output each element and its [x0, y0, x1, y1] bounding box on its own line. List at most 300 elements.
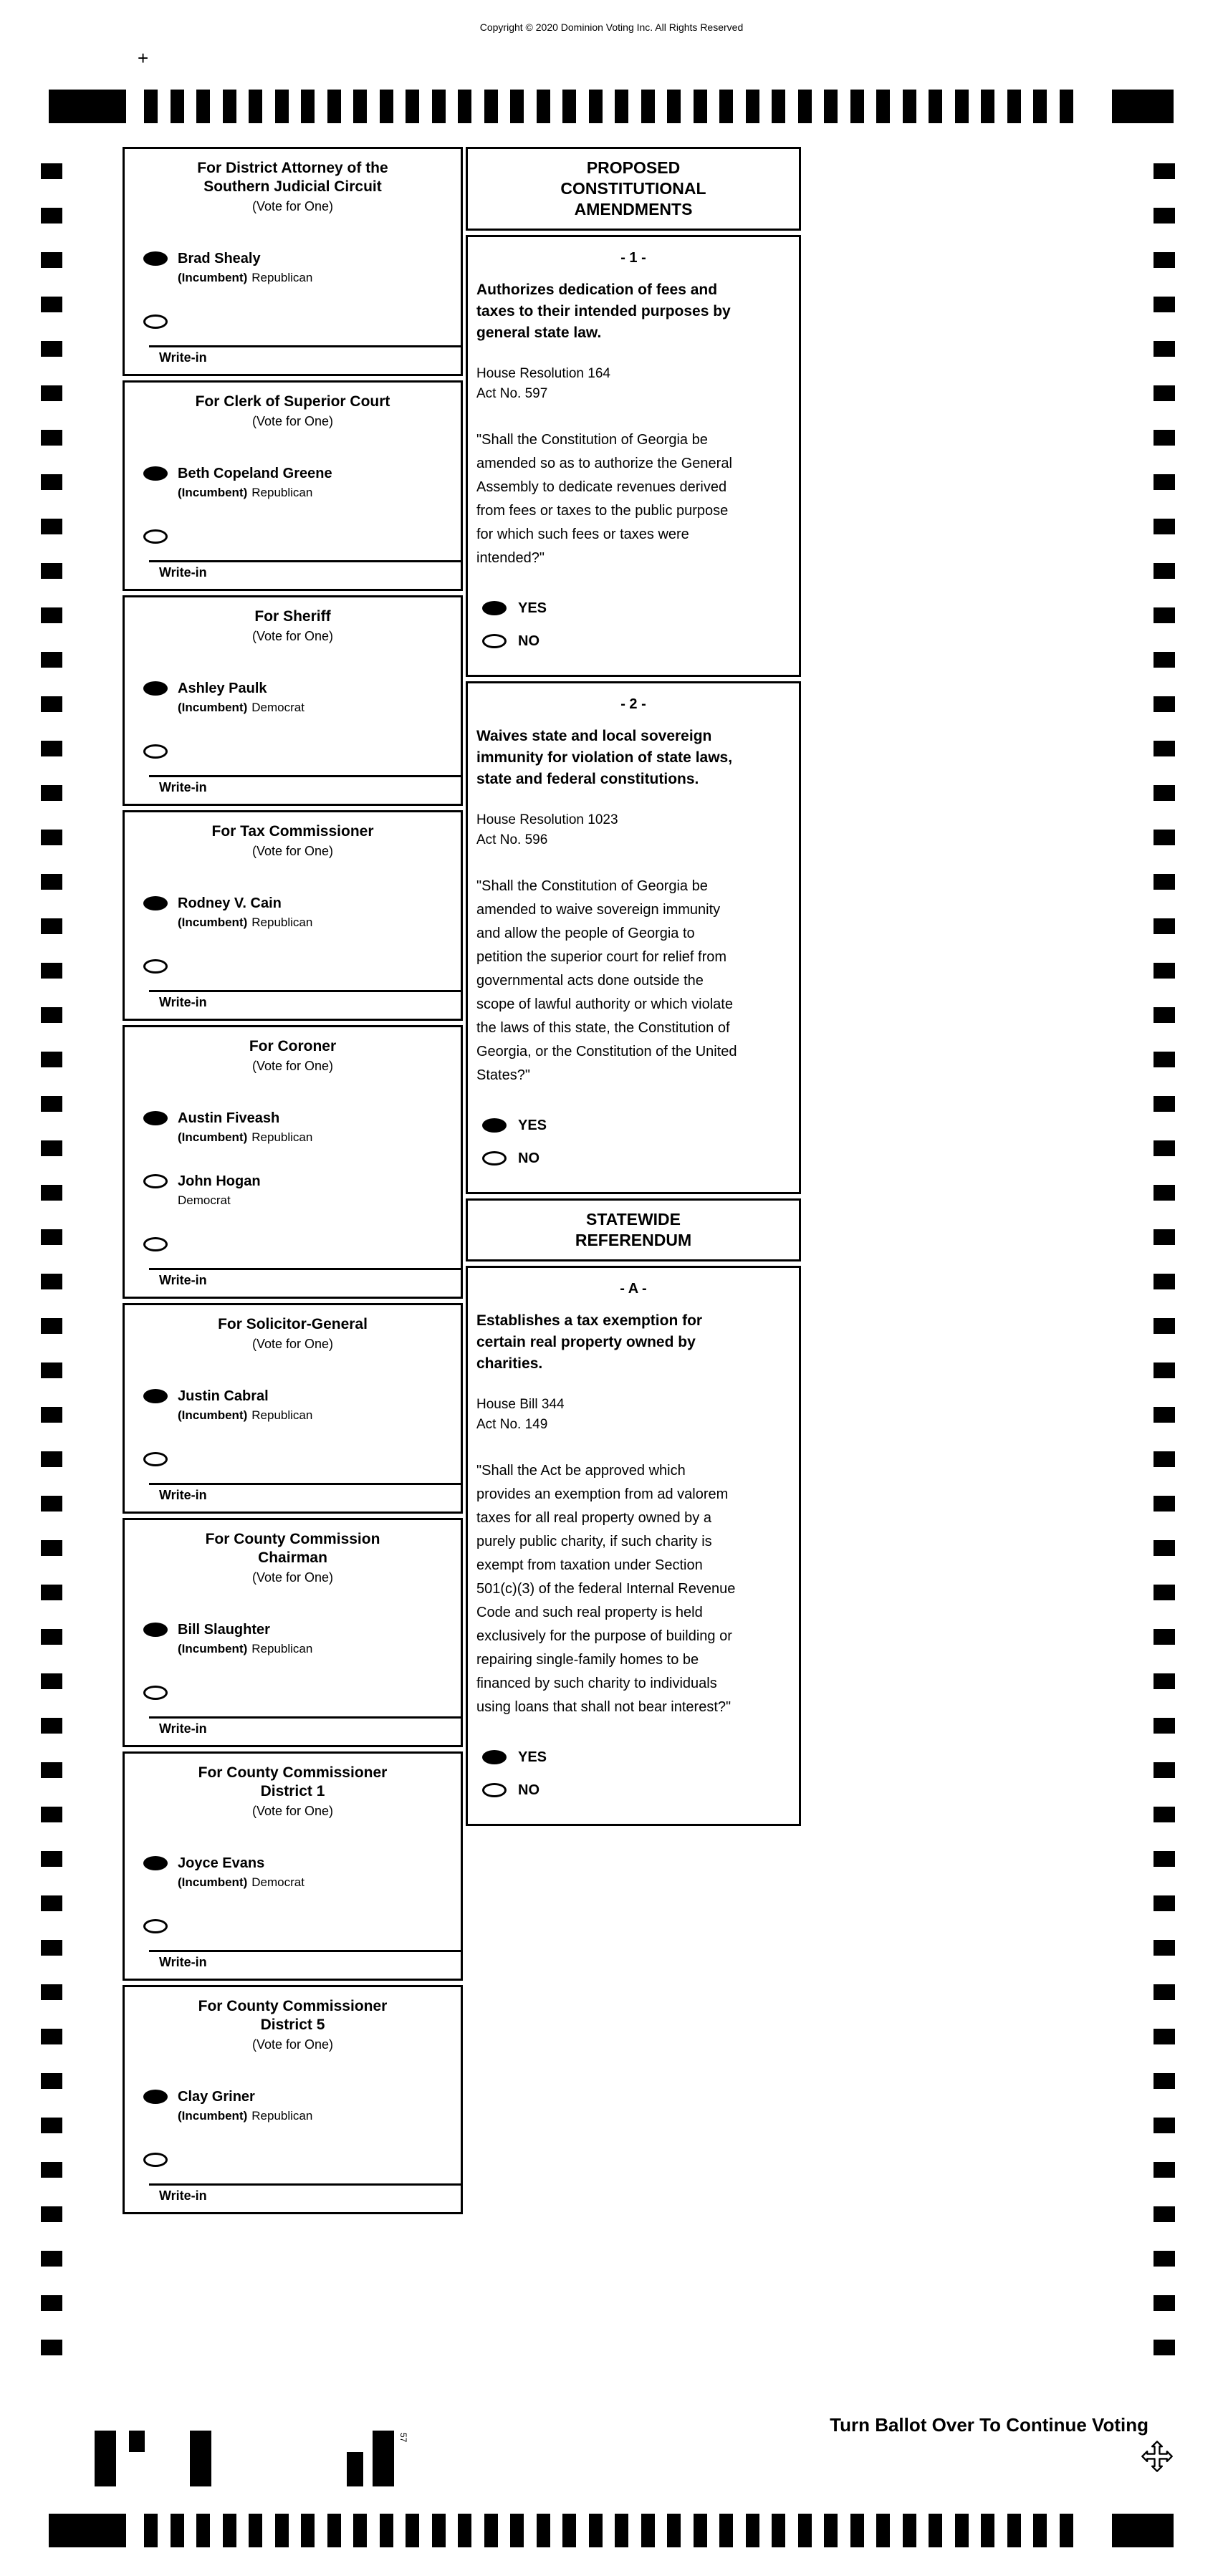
contest-title: [125, 1315, 461, 1334]
contest-box: [123, 1985, 463, 2214]
timing-mark: [1154, 519, 1175, 534]
party-label: Democrat: [251, 701, 304, 714]
vote-bubble[interactable]: [143, 744, 168, 759]
timing-mark: [41, 163, 62, 179]
candidate-detail: [125, 1408, 461, 1423]
contest-title-line: For Solicitor-General: [218, 1316, 368, 1332]
timing-mark: [41, 785, 62, 801]
timing-mark: [41, 1363, 62, 1378]
incumbent-label: (Incumbent): [178, 486, 248, 499]
timing-mark: [1154, 1274, 1175, 1289]
registration-mark: +: [138, 47, 149, 69]
contest-options: [125, 1385, 461, 1470]
timing-mark: [1154, 1451, 1175, 1467]
header-line: REFERENDUM: [575, 1231, 692, 1249]
timing-mark: [373, 2431, 394, 2486]
write-in-bubble-row: [125, 741, 461, 762]
candidate-name: Joyce Evans: [178, 1855, 265, 1871]
candidate-detail: [125, 915, 461, 930]
timing-mark: [589, 90, 603, 123]
measure-question-line: amended to waive sovereign immunity: [476, 902, 721, 918]
vote-bubble[interactable]: [482, 1151, 507, 1166]
incumbent-label: (Incumbent): [178, 701, 248, 714]
vote-bubble[interactable]: [143, 1919, 168, 1933]
measures-header: [466, 1198, 801, 1261]
timing-mark: [41, 1585, 62, 1600]
measure-summary-line: state and federal constitutions.: [476, 771, 699, 787]
measure-choice-row: [482, 1779, 790, 1801]
vote-bubble-filled[interactable]: [143, 466, 168, 481]
write-in-bubble-row: [125, 1916, 461, 1937]
timing-mark: [719, 90, 733, 123]
timing-mark: [327, 90, 341, 123]
contest-title-line: For District Attorney of the: [197, 160, 388, 176]
vote-bubble[interactable]: [143, 2153, 168, 2167]
timing-mark: [129, 2431, 145, 2452]
measure-question-line: scope of lawful authority or which violate: [476, 996, 733, 1012]
timing-mark: [41, 563, 62, 579]
timing-mark: [41, 607, 62, 623]
candidate-detail: [125, 1875, 461, 1890]
timing-mark: [746, 90, 759, 123]
timing-mark: [824, 90, 838, 123]
timing-mark: [41, 1807, 62, 1822]
candidate-option: [125, 1171, 461, 1208]
contest-title-line: For County Commissioner: [198, 1998, 388, 2014]
timing-mark: [1154, 963, 1175, 979]
header-line: PROPOSED: [586, 158, 681, 177]
copyright-notice: Copyright © 2020 Dominion Voting Inc. All Rights Reserved: [479, 21, 744, 33]
contest-title-line: District 1: [260, 1783, 325, 1799]
vote-bubble-filled[interactable]: [143, 1389, 168, 1403]
measure-question-line: Georgia, or the Constitution of the United: [476, 1044, 737, 1059]
timing-mark: [1007, 2514, 1021, 2547]
timing-mark: [694, 90, 707, 123]
timing-mark: [353, 90, 367, 123]
timing-mark: [798, 90, 812, 123]
write-in-option: [125, 1916, 461, 1937]
candidate-detail: [125, 1193, 461, 1208]
contest-options: [125, 2086, 461, 2171]
timing-mark: [903, 2514, 916, 2547]
contest-options: [125, 1107, 461, 1255]
contest-title: [125, 1764, 461, 1801]
timing-mark: [1112, 2514, 1174, 2547]
write-in-bubble-row: [125, 1234, 461, 1255]
timing-mark: [380, 90, 393, 123]
timing-mark: [41, 918, 62, 934]
timing-mark: [41, 519, 62, 534]
write-in-area: [149, 560, 461, 582]
timing-mark: [1154, 830, 1175, 845]
timing-mark: [301, 2514, 315, 2547]
four-way-arrow-icon: [1141, 2440, 1174, 2473]
timing-mark: [719, 2514, 733, 2547]
timing-mark: [406, 2514, 419, 2547]
write-in-label: Write-in: [159, 565, 207, 580]
vote-bubble-filled[interactable]: [482, 1750, 507, 1764]
vote-bubble[interactable]: [143, 1686, 168, 1700]
measure-question-line: States?": [476, 1067, 530, 1083]
candidate-detail: [125, 2108, 461, 2123]
timing-mark: [41, 1851, 62, 1867]
vote-bubble[interactable]: [143, 1174, 168, 1188]
write-in-option: [125, 956, 461, 977]
vote-instruction: (Vote for One): [251, 1804, 334, 1818]
candidate-row: [125, 1171, 461, 1192]
contest-title-line: Southern Judicial Circuit: [203, 178, 382, 195]
timing-mark: [955, 90, 969, 123]
vote-instruction: (Vote for One): [251, 1570, 334, 1585]
candidate-row: [125, 1619, 461, 1640]
timing-mark: [1154, 2162, 1175, 2178]
timing-mark: [41, 2295, 62, 2311]
write-in-label: Write-in: [159, 2188, 207, 2203]
party-label: Democrat: [251, 1875, 304, 1889]
contest-box: [123, 1751, 463, 1981]
timing-mark: [1154, 1496, 1175, 1512]
timing-mark: [1154, 474, 1175, 490]
vote-bubble-filled[interactable]: [143, 1111, 168, 1125]
timing-mark: [746, 2514, 759, 2547]
contest-options: [125, 1619, 461, 1703]
timing-mark: [41, 1140, 62, 1156]
measure-number: - 2 -: [620, 696, 646, 712]
timing-mark: [190, 2431, 211, 2486]
candidate-row: [125, 678, 461, 699]
write-in-bubble-row: [125, 526, 461, 547]
timing-mark: [41, 341, 62, 357]
timing-mark: [1154, 2029, 1175, 2044]
candidate-name: Austin Fiveash: [178, 1110, 280, 1126]
contest-column: [123, 147, 463, 2219]
timing-mark: [380, 2514, 393, 2547]
timing-mark: [347, 2452, 363, 2486]
measure-box: [466, 1266, 801, 1826]
measure-question-line: taxes for all real property owned by a: [476, 1510, 711, 1526]
measure-question-line: 501(c)(3) of the federal Internal Revenue: [476, 1581, 736, 1597]
measure-question-line: and allow the people of Georgia to: [476, 926, 695, 941]
contest-title-line: For County Commissioner: [198, 1764, 388, 1781]
write-in-option: [125, 526, 461, 547]
contest-box: [123, 810, 463, 1021]
timing-mark: [1154, 2073, 1175, 2089]
write-in-bubble-row: [125, 1682, 461, 1703]
timing-mark: [49, 2514, 126, 2547]
measure-summary-line: immunity for violation of state laws,: [476, 749, 733, 766]
write-in-label: Write-in: [159, 780, 207, 794]
timing-mark: [1060, 2514, 1073, 2547]
timing-mark: [1154, 607, 1175, 623]
vote-bubble[interactable]: [143, 1452, 168, 1466]
timing-mark: [1154, 252, 1175, 268]
contest-title-line: For Sheriff: [254, 608, 331, 625]
measures-header: [466, 147, 801, 231]
timing-mark: [301, 90, 315, 123]
timing-mark: [641, 2514, 655, 2547]
contest-title-line: District 5: [260, 2017, 325, 2033]
timing-mark: [1154, 741, 1175, 756]
timing-mark: [1154, 1940, 1175, 1956]
measure-question-line: "Shall the Act be approved which: [476, 1463, 686, 1479]
timing-mark: [1154, 696, 1175, 712]
timing-mark: [1154, 1007, 1175, 1023]
timing-mark: [49, 90, 126, 123]
timing-mark: [41, 1229, 62, 1245]
timing-mark: [1154, 208, 1175, 224]
timing-mark: [41, 2340, 62, 2355]
timing-mark: [41, 297, 62, 312]
candidate-option: [125, 1852, 461, 1890]
timing-mark: [1154, 385, 1175, 401]
measure-summary-line: taxes to their intended purposes by: [476, 303, 731, 319]
timing-mark: [1154, 341, 1175, 357]
write-in-label: Write-in: [159, 350, 207, 365]
timing-mark: [667, 90, 681, 123]
timing-mark: [41, 1762, 62, 1778]
turn-ballot-over-text: Turn Ballot Over To Continue Voting: [830, 2414, 1148, 2436]
candidate-name: Clay Griner: [178, 2088, 255, 2105]
timing-mark: [1154, 1363, 1175, 1378]
party-label: Republican: [251, 271, 313, 284]
write-in-label: Write-in: [159, 1273, 207, 1287]
vote-bubble-filled[interactable]: [482, 601, 507, 615]
write-in-option: [125, 1448, 461, 1470]
candidate-detail: [125, 485, 461, 500]
vote-bubble[interactable]: [143, 959, 168, 974]
timing-mark: [41, 1629, 62, 1645]
measure-choice-row: [482, 597, 790, 619]
header-line: CONSTITUTIONAL: [560, 179, 706, 198]
timing-mark: [850, 90, 864, 123]
party-label: Republican: [251, 1130, 313, 1144]
timing-mark: [667, 2514, 681, 2547]
measure-reference-line: Act No. 596: [476, 832, 548, 847]
vote-bubble-filled[interactable]: [143, 1856, 168, 1870]
write-in-bubble-row: [125, 311, 461, 332]
measure-question-line: intended?": [476, 550, 545, 566]
timing-mark: [1154, 297, 1175, 312]
measure-question: [476, 1459, 790, 1719]
measure-reference-line: House Bill 344: [476, 1397, 565, 1412]
timing-mark: [144, 2514, 158, 2547]
candidate-name: Ashley Paulk: [178, 680, 267, 696]
candidate-row: [125, 1107, 461, 1129]
measure-summary: [476, 279, 790, 344]
timing-mark: [1007, 90, 1021, 123]
vote-bubble-filled[interactable]: [143, 2090, 168, 2104]
party-label: Republican: [251, 1408, 313, 1422]
measure-question: [476, 875, 790, 1087]
measure-reference-line: Act No. 597: [476, 386, 548, 401]
header-line: AMENDMENTS: [574, 200, 693, 218]
write-in-option: [125, 311, 461, 332]
write-in-bubble-row: [125, 956, 461, 977]
timing-mark: [537, 90, 550, 123]
timing-mark: [1154, 918, 1175, 934]
candidate-option: [125, 893, 461, 930]
timing-mark: [41, 1007, 62, 1023]
contest-options: [125, 463, 461, 547]
vote-bubble-filled[interactable]: [143, 681, 168, 696]
timing-mark: [929, 90, 942, 123]
candidate-detail: [125, 700, 461, 715]
measure-choice-row: [482, 1148, 790, 1169]
timing-mark: [1154, 874, 1175, 890]
timing-mark: [1154, 430, 1175, 446]
write-in-bubble-row: [125, 2149, 461, 2171]
timing-mark: [41, 430, 62, 446]
candidate-option: [125, 1619, 461, 1656]
timing-mark: [41, 2029, 62, 2044]
measures-column: [466, 147, 801, 1830]
choice-label: YES: [518, 1117, 547, 1133]
contest-options: [125, 1852, 461, 1937]
vote-bubble-filled[interactable]: [143, 1623, 168, 1637]
vote-instruction: (Vote for One): [251, 414, 334, 428]
candidate-row: [125, 248, 461, 269]
timing-mark: [929, 2514, 942, 2547]
timing-mark: [1154, 1807, 1175, 1822]
vote-bubble-filled[interactable]: [482, 1118, 507, 1133]
timing-mark: [275, 2514, 289, 2547]
candidate-option: [125, 1385, 461, 1423]
timing-mark: [1154, 1318, 1175, 1334]
timing-mark: [1154, 1895, 1175, 1911]
timing-mark: [458, 90, 471, 123]
vote-instruction: (Vote for One): [251, 844, 334, 858]
choice-label: YES: [518, 1749, 547, 1765]
timing-mark: [249, 90, 262, 123]
measure-question-line: purely public charity, if such charity is: [476, 1534, 712, 1549]
incumbent-label: (Incumbent): [178, 1130, 248, 1144]
measure-question-line: governmental acts done outside the: [476, 973, 704, 989]
contest-box: [123, 1025, 463, 1299]
contest-title-line: For Tax Commissioner: [211, 823, 374, 840]
measure-question-line: repairing single-family homes to be: [476, 1652, 699, 1668]
timing-mark: [1154, 1629, 1175, 1645]
timing-mark: [1154, 1140, 1175, 1156]
timing-mark: [876, 90, 890, 123]
timing-mark: [41, 2118, 62, 2133]
timing-mark: [615, 90, 628, 123]
candidate-name: Rodney V. Cain: [178, 895, 282, 911]
timing-mark: [41, 830, 62, 845]
write-in-label: Write-in: [159, 995, 207, 1009]
vote-bubble[interactable]: [143, 529, 168, 544]
vote-bubble-filled[interactable]: [143, 896, 168, 910]
candidate-row: [125, 1852, 461, 1874]
timing-mark: [1154, 1673, 1175, 1689]
vote-bubble[interactable]: [143, 1237, 168, 1251]
timing-mark: [41, 2073, 62, 2089]
timing-mark: [1154, 1229, 1175, 1245]
timing-mark: [850, 2514, 864, 2547]
timing-mark: [1154, 1984, 1175, 2000]
contest-title: [125, 159, 461, 196]
timing-mark: [1154, 2206, 1175, 2222]
incumbent-label: (Incumbent): [178, 2109, 248, 2123]
timing-mark: [1154, 785, 1175, 801]
measure-question-line: "Shall the Constitution of Georgia be: [476, 432, 708, 448]
candidate-row: [125, 463, 461, 484]
timing-mark: [196, 90, 210, 123]
timing-mark: [1154, 1718, 1175, 1734]
timing-mark: [510, 2514, 524, 2547]
measure-question-line: amended so as to authorize the General: [476, 456, 732, 471]
vote-bubble[interactable]: [482, 634, 507, 648]
timing-mark: [41, 1540, 62, 1556]
party-label: Republican: [251, 1642, 313, 1655]
timing-mark: [1154, 2295, 1175, 2311]
measure-number: - A -: [620, 1281, 647, 1297]
measure-question-line: provides an exemption from ad valorem: [476, 1486, 729, 1502]
contest-title-line: For Coroner: [249, 1038, 337, 1054]
candidate-row: [125, 893, 461, 914]
timing-mark: [41, 252, 62, 268]
incumbent-label: (Incumbent): [178, 1642, 248, 1655]
timing-mark: [981, 2514, 994, 2547]
write-in-option: [125, 2149, 461, 2171]
vote-instruction: (Vote for One): [251, 1059, 334, 1073]
vote-bubble-filled[interactable]: [143, 251, 168, 266]
timing-mark: [275, 90, 289, 123]
incumbent-label: (Incumbent): [178, 915, 248, 929]
contest-title-line: For County Commission: [205, 1531, 380, 1547]
vote-instruction: (Vote for One): [251, 2037, 334, 2052]
timing-mark: [41, 1451, 62, 1467]
timing-mark: [196, 2514, 210, 2547]
write-in-label: Write-in: [159, 1955, 207, 1969]
timing-mark: [41, 874, 62, 890]
measure-number: - 1 -: [620, 250, 646, 266]
timing-mark: [41, 963, 62, 979]
measure-box: [466, 235, 801, 677]
contest-options: [125, 248, 461, 332]
contest-box: [123, 1303, 463, 1514]
measure-question-line: using loans that shall not bear interest?": [476, 1699, 732, 1715]
vote-bubble[interactable]: [143, 314, 168, 329]
write-in-area: [149, 345, 461, 367]
contest-options: [125, 893, 461, 977]
write-in-area: [149, 1483, 461, 1504]
party-label: Republican: [251, 2109, 313, 2123]
timing-mark: [1154, 163, 1175, 179]
write-in-area: [149, 2183, 461, 2205]
timing-mark: [41, 696, 62, 712]
timing-mark: [537, 2514, 550, 2547]
measure-reference-line: Act No. 149: [476, 1417, 548, 1432]
timing-mark: [41, 1318, 62, 1334]
timing-mark: [41, 208, 62, 224]
timing-mark: [223, 90, 236, 123]
vote-instruction: (Vote for One): [251, 629, 334, 643]
write-in-area: [149, 775, 461, 797]
timing-mark: [171, 2514, 184, 2547]
party-label: Republican: [251, 486, 313, 499]
candidate-row: [125, 1385, 461, 1407]
vote-bubble[interactable]: [482, 1783, 507, 1797]
timing-mark: [1060, 90, 1073, 123]
timing-mark: [327, 2514, 341, 2547]
timing-mark: [41, 1274, 62, 1289]
timing-mark: [41, 1718, 62, 1734]
measure-choice-row: [482, 1746, 790, 1768]
measure-summary: [476, 1310, 790, 1375]
timing-mark: [41, 1096, 62, 1112]
measure-summary-line: general state law.: [476, 325, 602, 341]
candidate-name: Justin Cabral: [178, 1388, 269, 1404]
